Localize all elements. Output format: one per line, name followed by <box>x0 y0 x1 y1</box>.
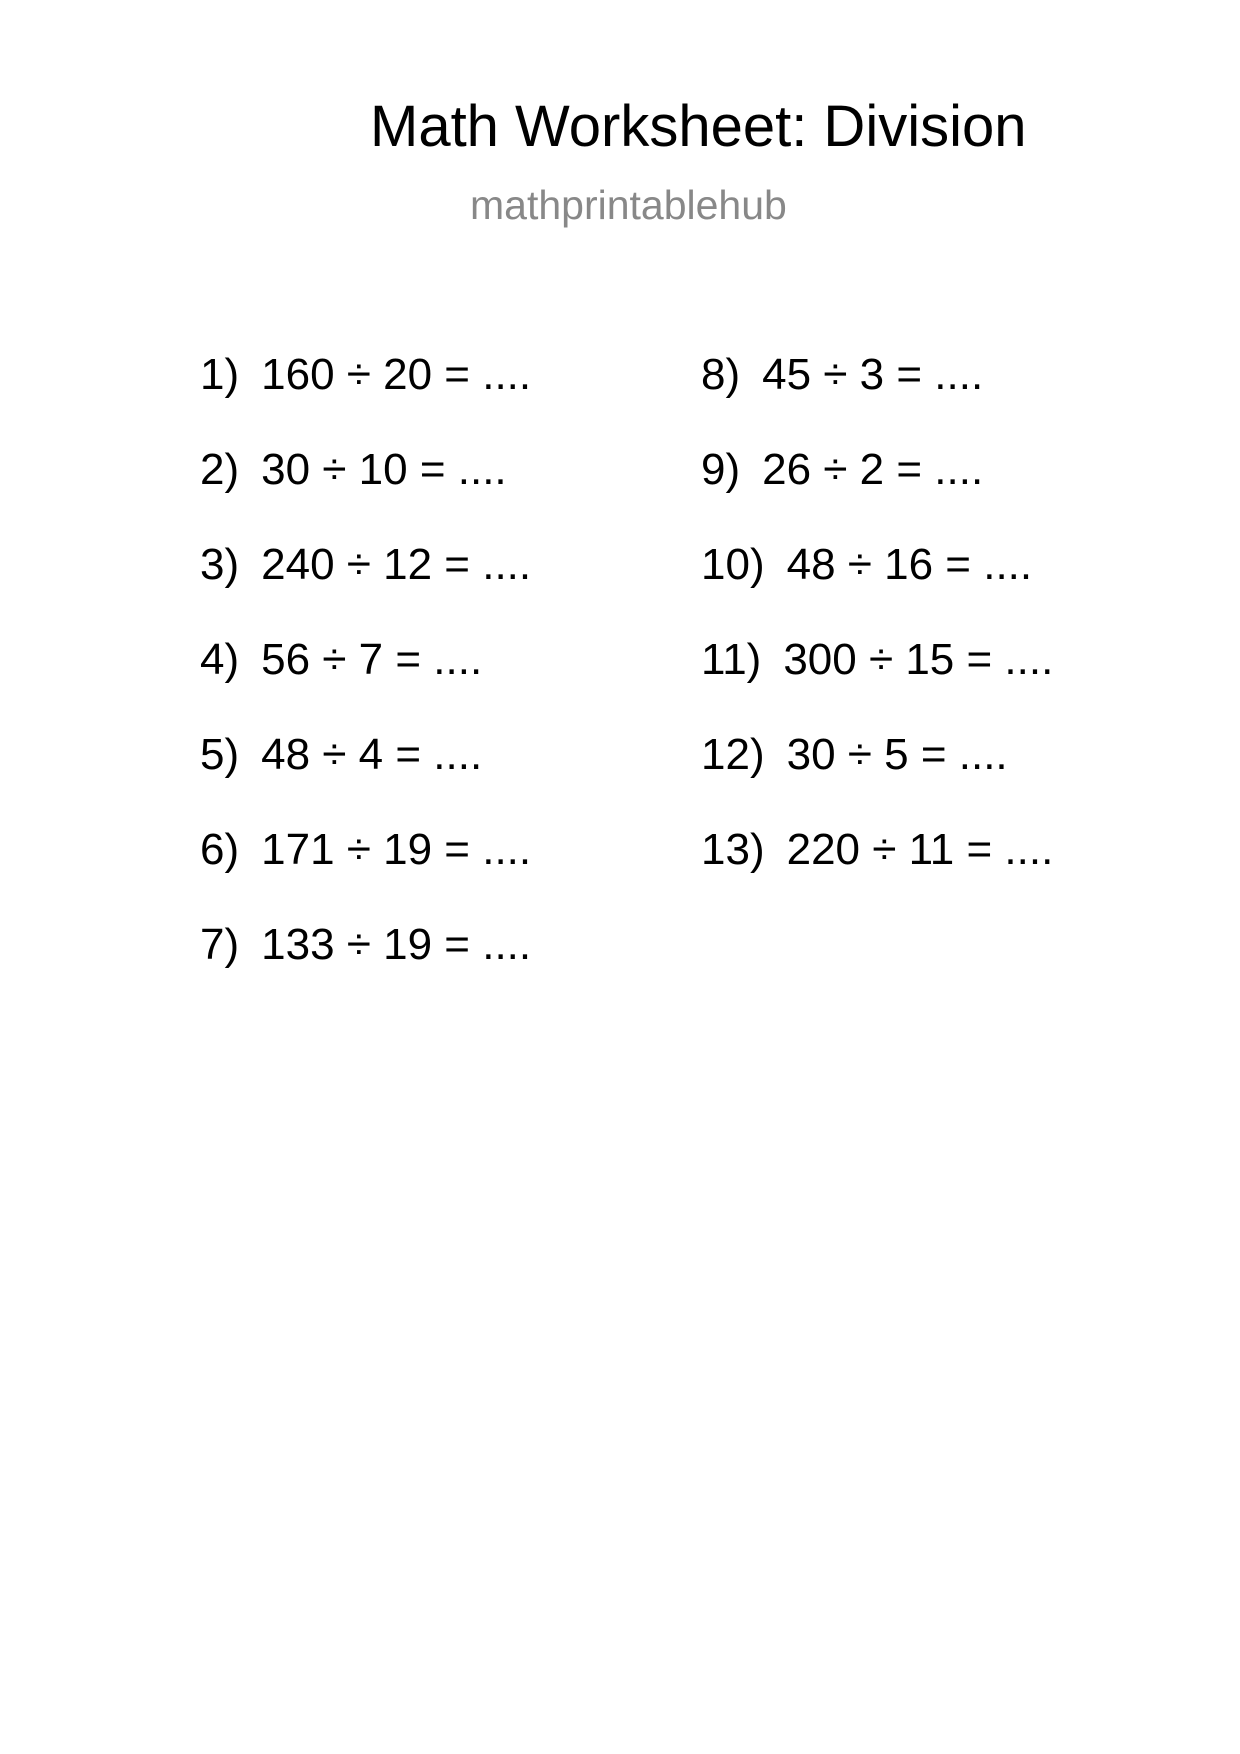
problem-expression: 56 ÷ 7 = .... <box>261 635 483 684</box>
problem-12 <box>701 730 1053 825</box>
problem-expression: 30 ÷ 5 = .... <box>786 730 1008 779</box>
page-subtitle: mathprintablehub <box>470 182 787 228</box>
problem-expression: 133 ÷ 19 = .... <box>261 920 532 969</box>
problem-11 <box>701 635 1053 730</box>
problem-expression: 240 ÷ 12 = .... <box>261 540 532 589</box>
problem-13 <box>701 825 1053 920</box>
page-title: Math Worksheet: Division <box>370 94 1027 159</box>
problem-number: 5) <box>200 730 240 779</box>
problem-4 <box>200 635 531 730</box>
problem-number: 13) <box>701 825 765 874</box>
problem-2 <box>200 445 531 540</box>
problem-number: 4) <box>200 635 240 684</box>
problem-5 <box>200 730 531 825</box>
problem-3 <box>200 540 531 635</box>
problem-1 <box>200 350 531 445</box>
problem-expression: 160 ÷ 20 = .... <box>261 350 532 399</box>
problem-8 <box>701 350 1053 445</box>
problem-expression: 220 ÷ 11 = .... <box>786 825 1054 874</box>
problem-expression: 48 ÷ 4 = .... <box>261 730 483 779</box>
problem-expression: 300 ÷ 15 = .... <box>783 635 1054 684</box>
problem-number: 3) <box>200 540 240 589</box>
problem-number: 7) <box>200 920 240 969</box>
problem-7 <box>200 920 531 1015</box>
problem-number: 11) <box>701 635 762 684</box>
problem-number: 8) <box>701 350 741 399</box>
problem-number: 10) <box>701 540 765 589</box>
problems-column-left <box>200 350 531 1015</box>
problem-6 <box>200 825 531 920</box>
problem-expression: 48 ÷ 16 = .... <box>786 540 1033 589</box>
problem-number: 12) <box>701 730 765 779</box>
problem-number: 2) <box>200 445 240 494</box>
problem-number: 1) <box>200 350 240 399</box>
problem-expression: 45 ÷ 3 = .... <box>762 350 984 399</box>
problems-column-right <box>701 350 1053 920</box>
problem-expression: 171 ÷ 19 = .... <box>261 825 532 874</box>
problem-expression: 26 ÷ 2 = .... <box>762 445 984 494</box>
problem-9 <box>701 445 1053 540</box>
problem-number: 9) <box>701 445 741 494</box>
problem-number: 6) <box>200 825 240 874</box>
problem-expression: 30 ÷ 10 = .... <box>261 445 507 494</box>
problem-10 <box>701 540 1053 635</box>
